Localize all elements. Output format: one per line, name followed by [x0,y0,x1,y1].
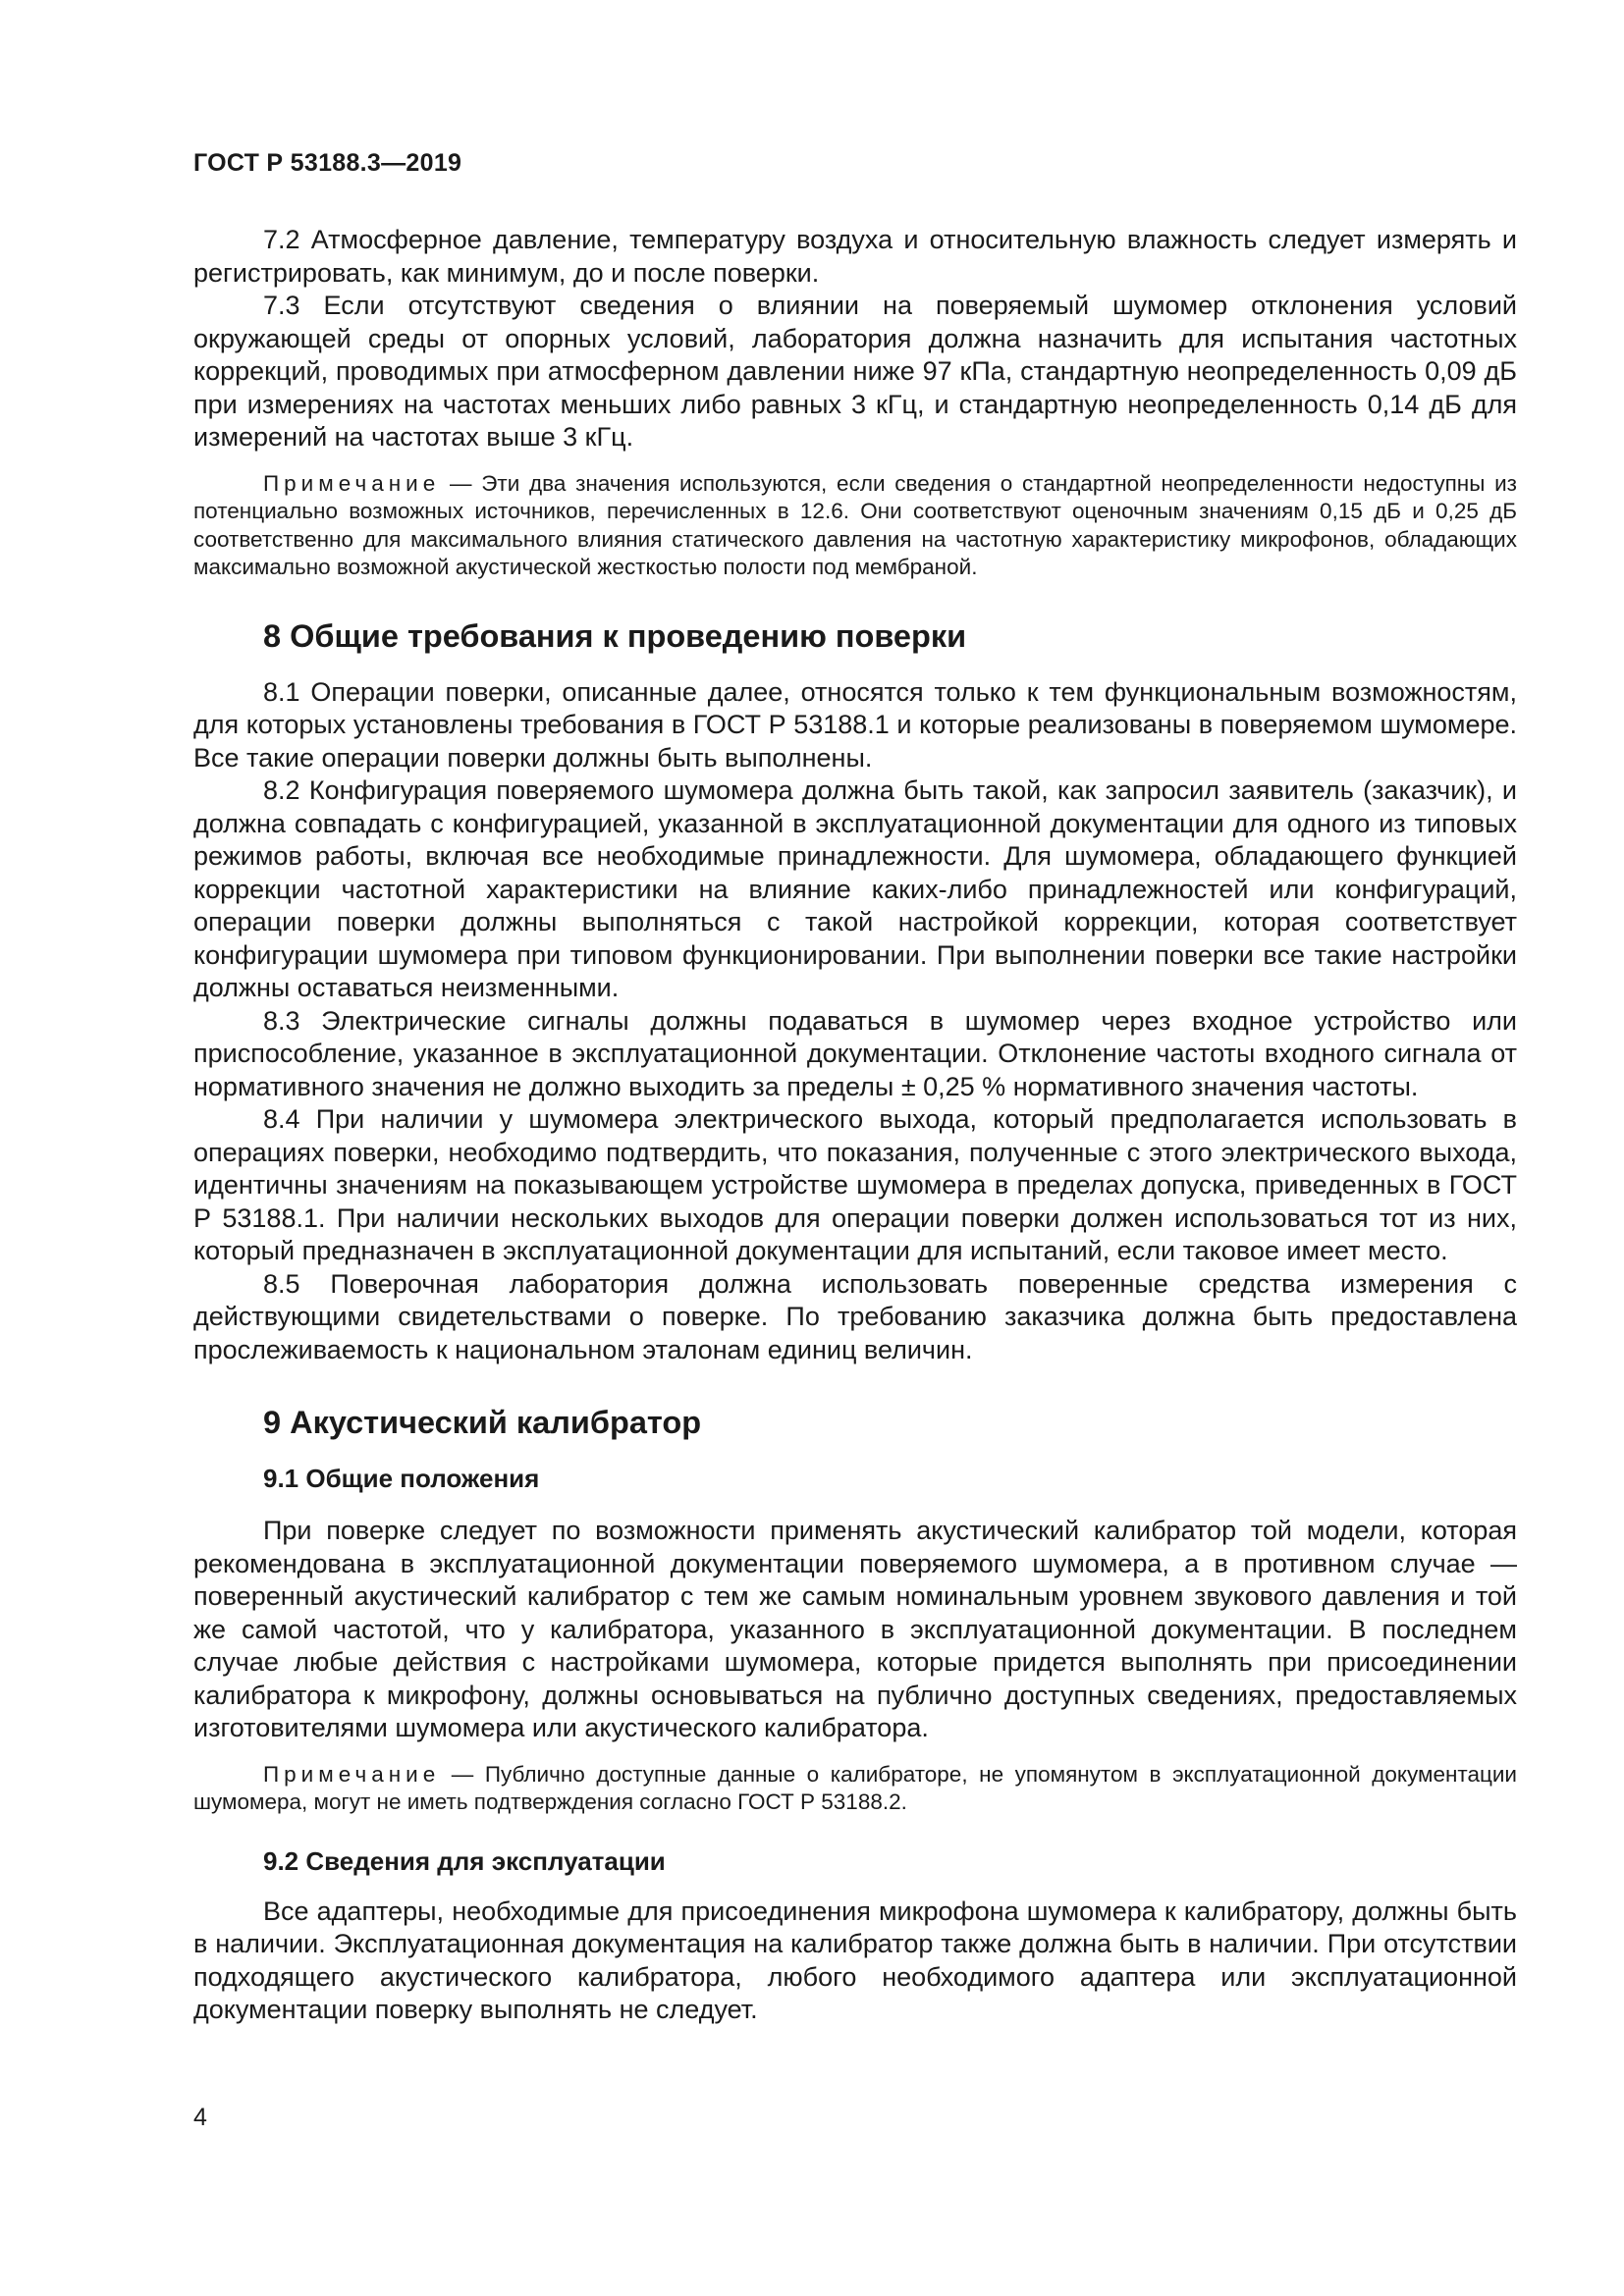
note-label: Примечание [263,470,441,496]
paragraph-7-2: 7.2 Атмосферное давление, температуру воздуха и относительную влажность следует измерять и регистрировать, как минимум, до и после поверки. [193,225,1517,288]
note-text: — Эти два значения используются, если сведения о стандартной неопределенности недоступны из потенциально возможных источников, перечисленных в 12.6. Они соответствуют оценочным значениям 0,15 дБ и 0,25 дБ соответственно для максимального влияния статического давления на частотную характеристику микрофонов, обладающих максимально возможной акустической жесткостью полости под мембраной. [193,470,1517,579]
paragraph-9-1: При поверке следует по возможности применять акустический калибратор той модели, которая рекомендована в эксплуатационной документации поверяемого шумомера, а в противном случае — поверенный акустический калибратор с тем же самым номинальным уровнем звукового давления и той же самой частотой, что у калибратора, указанного в эксплуатационной документации. В последнем случае любые действия с настройками шумомера, которые придется выполнять при присоединении калибратора к микрофону, должны основываться на публично доступных сведениях, предоставляемых изготовителями шумомера или акустического калибратора. [193,1516,1517,1742]
paragraph-9-2: Все адаптеры, необходимые для присоединения микрофона шумомера к калибратору, должны быть в наличии. Эксплуатационная документация на калибратор также должна быть в наличии. При отсутствии подходящего акустического калибратора, любого необходимого адаптера или эксплуатационной документации поверку выполнять не следует. [193,1896,1517,2024]
document-body [193,224,1517,2027]
paragraph-8-1: 8.1 Операции поверки, описанные далее, относятся только к тем функциональным возможностям, для которых установлены требования в ГОСТ Р 53188.1 и которые реализованы в поверяемом шумомере. Все такие операции поверки должны быть выполнены. [193,676,1517,773]
subsection-9-2-title: 9.2 Сведения для эксплуатации [263,1845,666,1876]
subsection-9-1-title: 9.1 Общие положения [263,1464,540,1493]
section-8-title: 8 Общие требования к проведению поверки [263,617,967,654]
note-label: Примечание [263,1761,441,1787]
note-2 [193,1761,1517,1817]
note-text: — Публично доступные данные о калибраторе, не упомянутом в эксплуатационной документации шумомера, могут не иметь подтверждения согласно ГОСТ Р 53188.2. [193,1761,1517,1814]
paragraph-7-3: 7.3 Если отсутствуют сведения о влиянии на поверяемый шумомер отклонения условий окружающей среды от опорных условий, лаборатория должна назначить для испытания частотных коррекций, проводимых при атмосферном давлении ниже 97 кПа, стандартную неопределенность 0,09 дБ при измерениях на частотах меньших либо равных 3 кГц, и стандартную неопределенность 0,14 дБ для измерений на частотах выше 3 кГц. [193,291,1517,452]
paragraph-8-3: 8.3 Электрические сигналы должны подаваться в шумомер через входное устройство или приспособление, указанное в эксплуатационной документации. Отклонение частоты входного сигнала от нормативного значения не должно выходить за пределы ± 0,25 % нормативного значения частоты. [193,1005,1517,1101]
paragraph-8-2: 8.2 Конфигурация поверяемого шумомера должна быть такой, как запросил заявитель (заказчик), и должна совпадать с конфигурацией, указанной в эксплуатационной документации для одного из типовых режимов работы, включая все необходимые принадлежности. Для шумомера, обладающего функцией коррекции частотной характеристики на влияние каких-либо принадлежностей или конфигураций, операции поверки должны выполняться с такой настройкой коррекции, которая соответствует конфигурации шумомера при типовом функционировании. При выполнении поверки все такие настройки должны оставаться неизменными. [193,775,1517,1002]
note-1 [193,470,1517,582]
page-number: 4 [193,2104,207,2131]
paragraph-8-4: 8.4 При наличии у шумомера электрического выхода, который предполагается использовать в операциях поверки, необходимо подтвердить, что показания, полученные с этого электрического выхода, идентичны значениям на показывающем устройстве шумомера в пределах допуска, приведенных в ГОСТ Р 53188.1. При наличии нескольких выходов для операции поверки должен использоваться тот из них, который предназначен в эксплуатационной документации для испытаний, если таковое имеет место. [193,1104,1517,1265]
document-header: ГОСТ Р 53188.3—2019 [193,149,462,177]
section-9-title: 9 Акустический калибратор [263,1405,702,1440]
paragraph-8-5: 8.5 Поверочная лаборатория должна использовать поверенные средства измерения с действующими свидетельствами о поверке. По требованию заказчика должна быть предоставлена прослеживаемость к национальном эталонам единиц величин. [193,1268,1517,1364]
